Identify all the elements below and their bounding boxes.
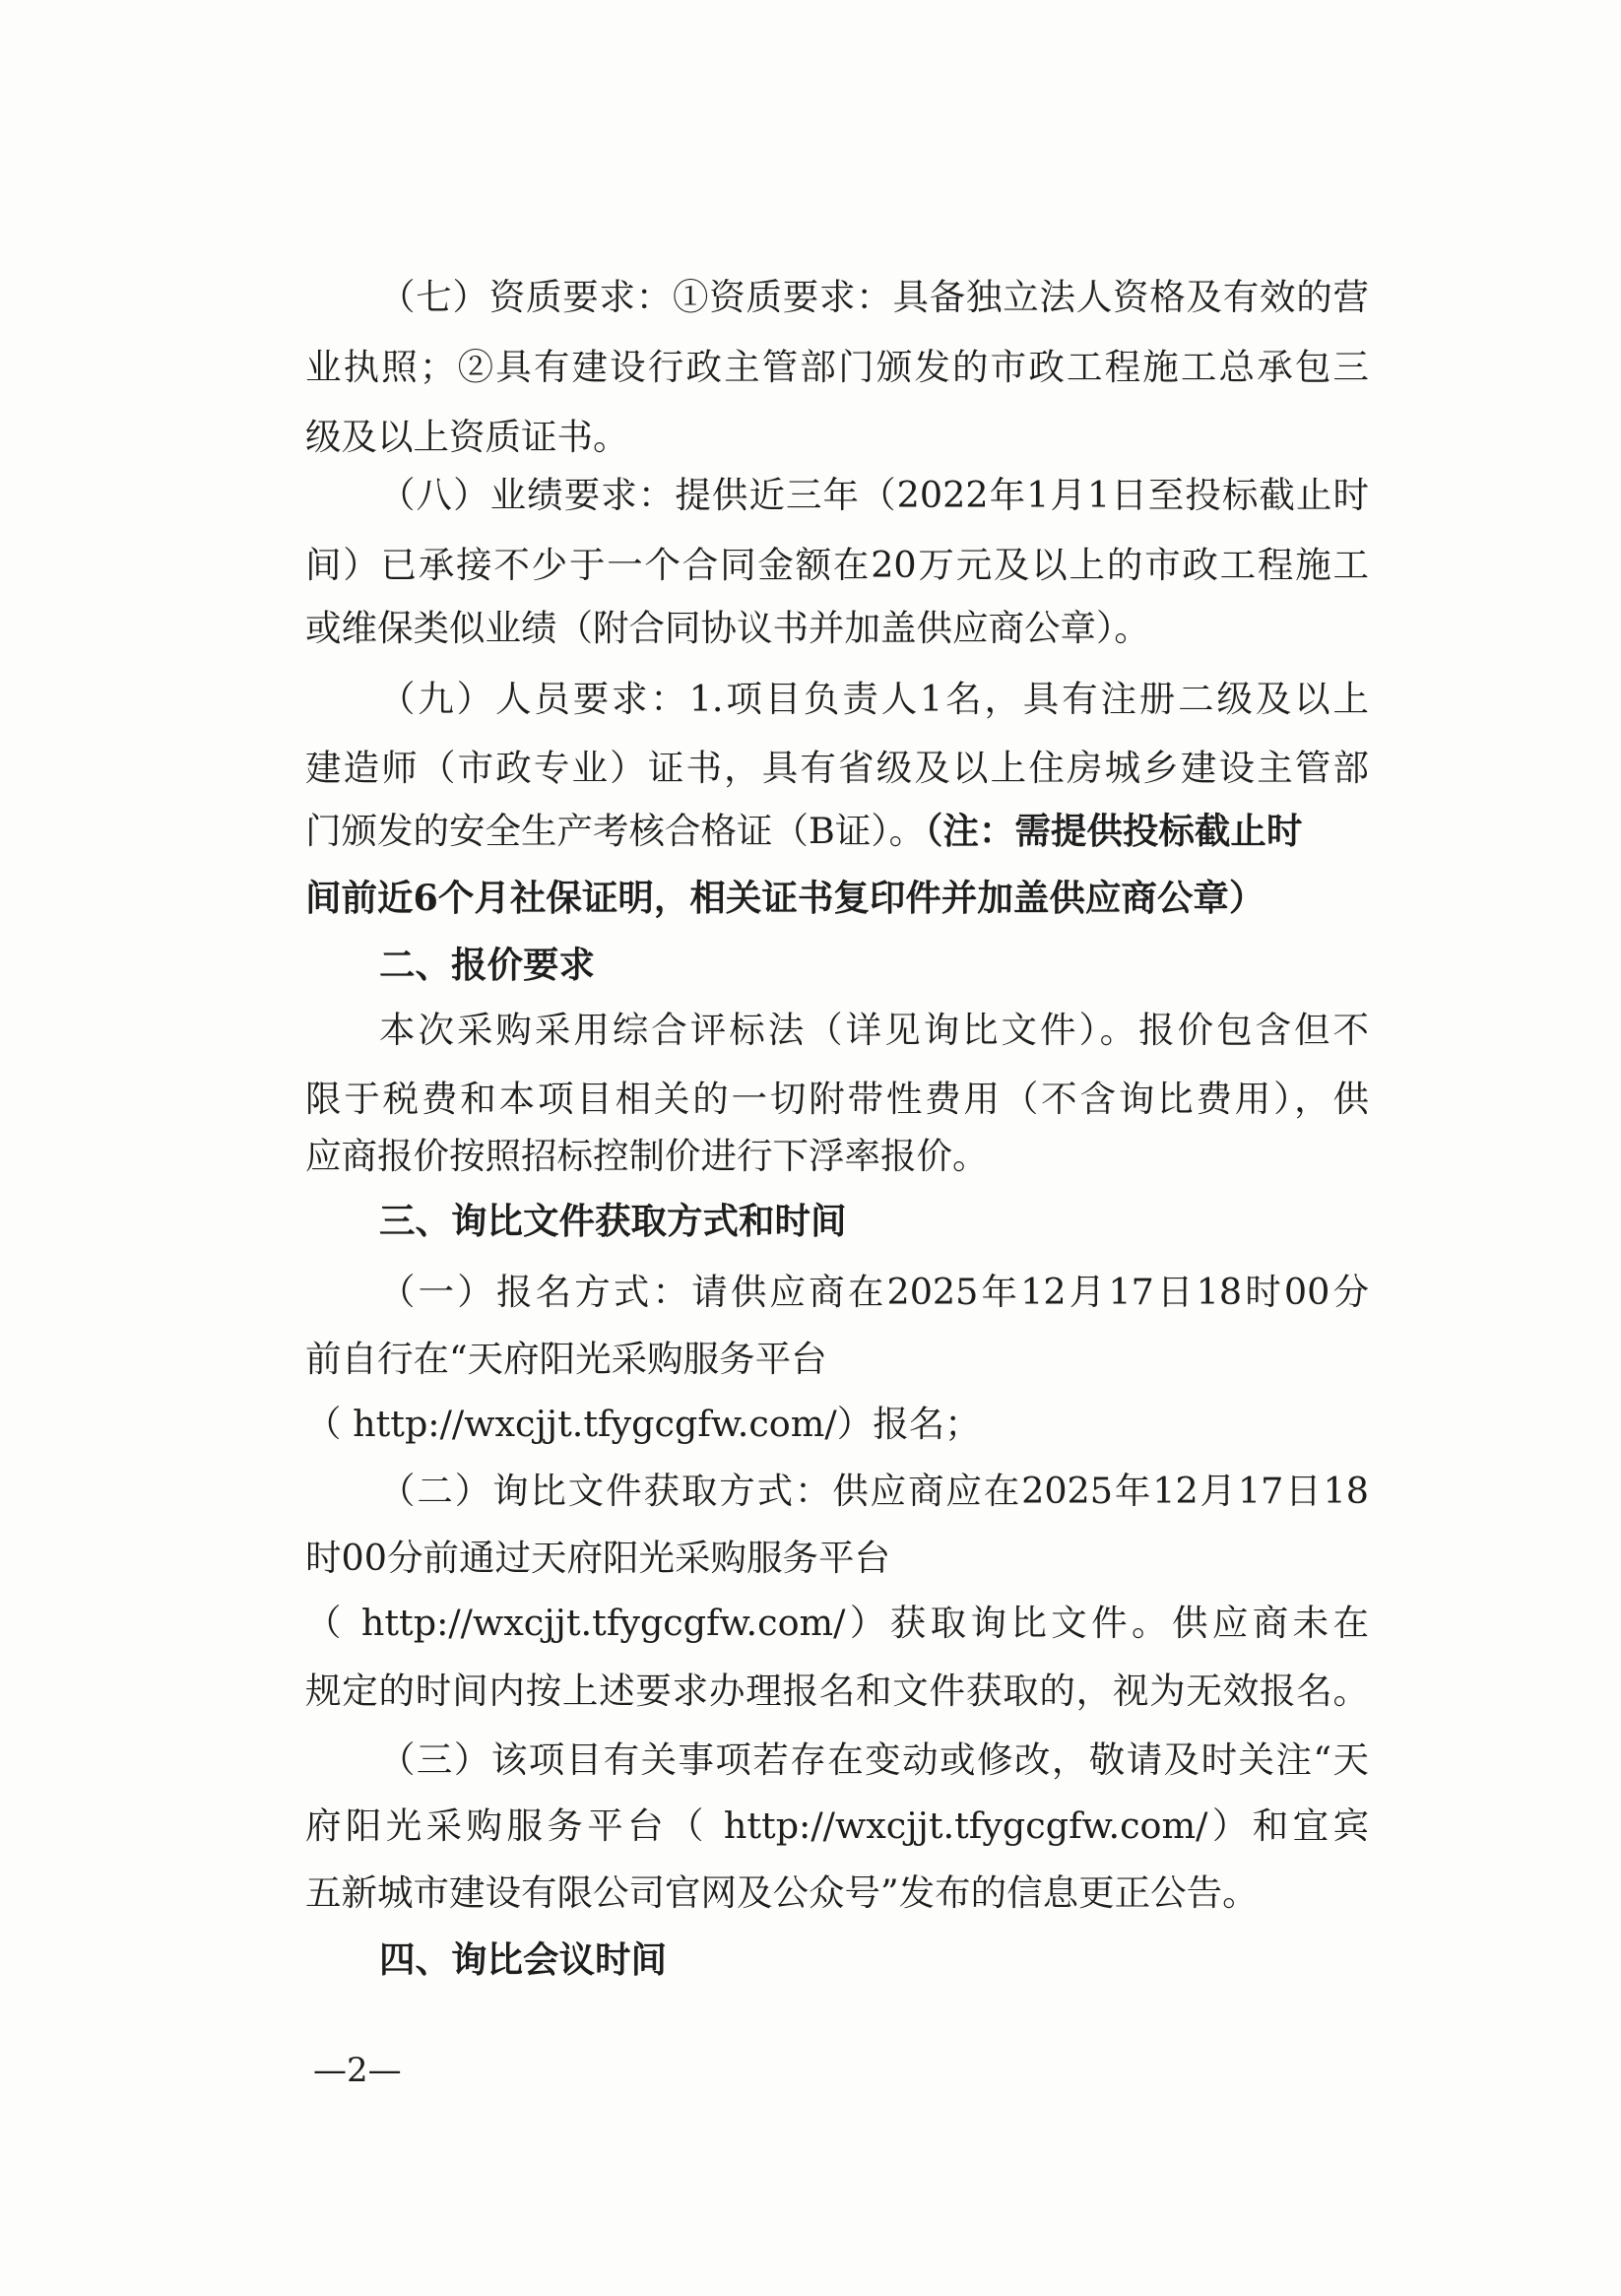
paragraph-line: 间）已承接不少于一个合同金额在20万元及以上的市政工程施工	[305, 544, 1369, 586]
section-heading: 三、询比文件获取方式和时间	[379, 1200, 847, 1242]
requirement-note-line: 间前近6个月社保证明，相关证书复印件并加盖供应商公章）	[305, 877, 1265, 919]
paragraph-line: 府阳光采购服务平台（ http://wxcjjt.tfygcgfw.com/）和宜宾	[305, 1804, 1369, 1847]
paragraph-line: 前自行在“天府阳光采购服务平台	[305, 1338, 827, 1380]
paragraph-line: （ http://wxcjjt.tfygcgfw.com/）获取询比文件。供应商未在	[305, 1602, 1369, 1644]
paragraph-line: （二）询比文件获取方式：供应商应在2025年12月17日18	[379, 1470, 1369, 1512]
paragraph-line: 建造师（市政专业）证书，具有省级及以上住房城乡建设主管部	[305, 747, 1369, 789]
requirement-text: 门颁发的安全生产考核合格证（B证）。	[305, 810, 926, 852]
paragraph-line: （一）报名方式：请供应商在2025年12月17日18时00分	[379, 1271, 1369, 1313]
section-heading: 二、报价要求	[379, 944, 595, 986]
paragraph-line: （七）资质要求：①资质要求：具备独立法人资格及有效的营	[379, 276, 1369, 318]
paragraph-line: 本次采购采用综合评标法（详见询比文件）。报价包含但不	[379, 1009, 1369, 1051]
paragraph-line: 应商报价按照招标控制价进行下浮率报价。	[305, 1135, 989, 1177]
paragraph-line: （三）该项目有关事项若存在变动或修改，敬请及时关注“天	[379, 1738, 1369, 1781]
paragraph-line: 级及以上资质证书。	[305, 416, 629, 458]
paragraph-line: 限于税费和本项目相关的一切附带性费用（不含询比费用），供	[305, 1078, 1369, 1120]
paragraph-line: 时00分前通过天府阳光采购服务平台	[305, 1537, 890, 1579]
section-heading: 四、询比会议时间	[379, 1938, 667, 1981]
paragraph-line: 五新城市建设有限公司官网及公众号”发布的信息更正公告。	[305, 1871, 1259, 1914]
paragraph-line: 规定的时间内按上述要求办理报名和文件获取的，视为无效报名。	[305, 1670, 1369, 1712]
paragraph-line: 业执照；②具有建设行政主管部门颁发的市政工程施工总承包三	[305, 346, 1369, 388]
paragraph-line: （ http://wxcjjt.tfygcgfw.com/）报名；	[305, 1403, 981, 1445]
paragraph-line: （九）人员要求：1.项目负责人1名，具有注册二级及以上	[379, 678, 1369, 720]
paragraph-line	[305, 810, 1369, 853]
paragraph-line: 或维保类似业绩（附合同协议书并加盖供应商公章）。	[305, 607, 1150, 649]
page-number: —2—	[313, 2051, 402, 2090]
requirement-note: （注：需提供投标截止时	[925, 810, 1303, 852]
paragraph-line: （八）业绩要求：提供近三年（2022年1月1日至投标截止时	[379, 474, 1369, 516]
